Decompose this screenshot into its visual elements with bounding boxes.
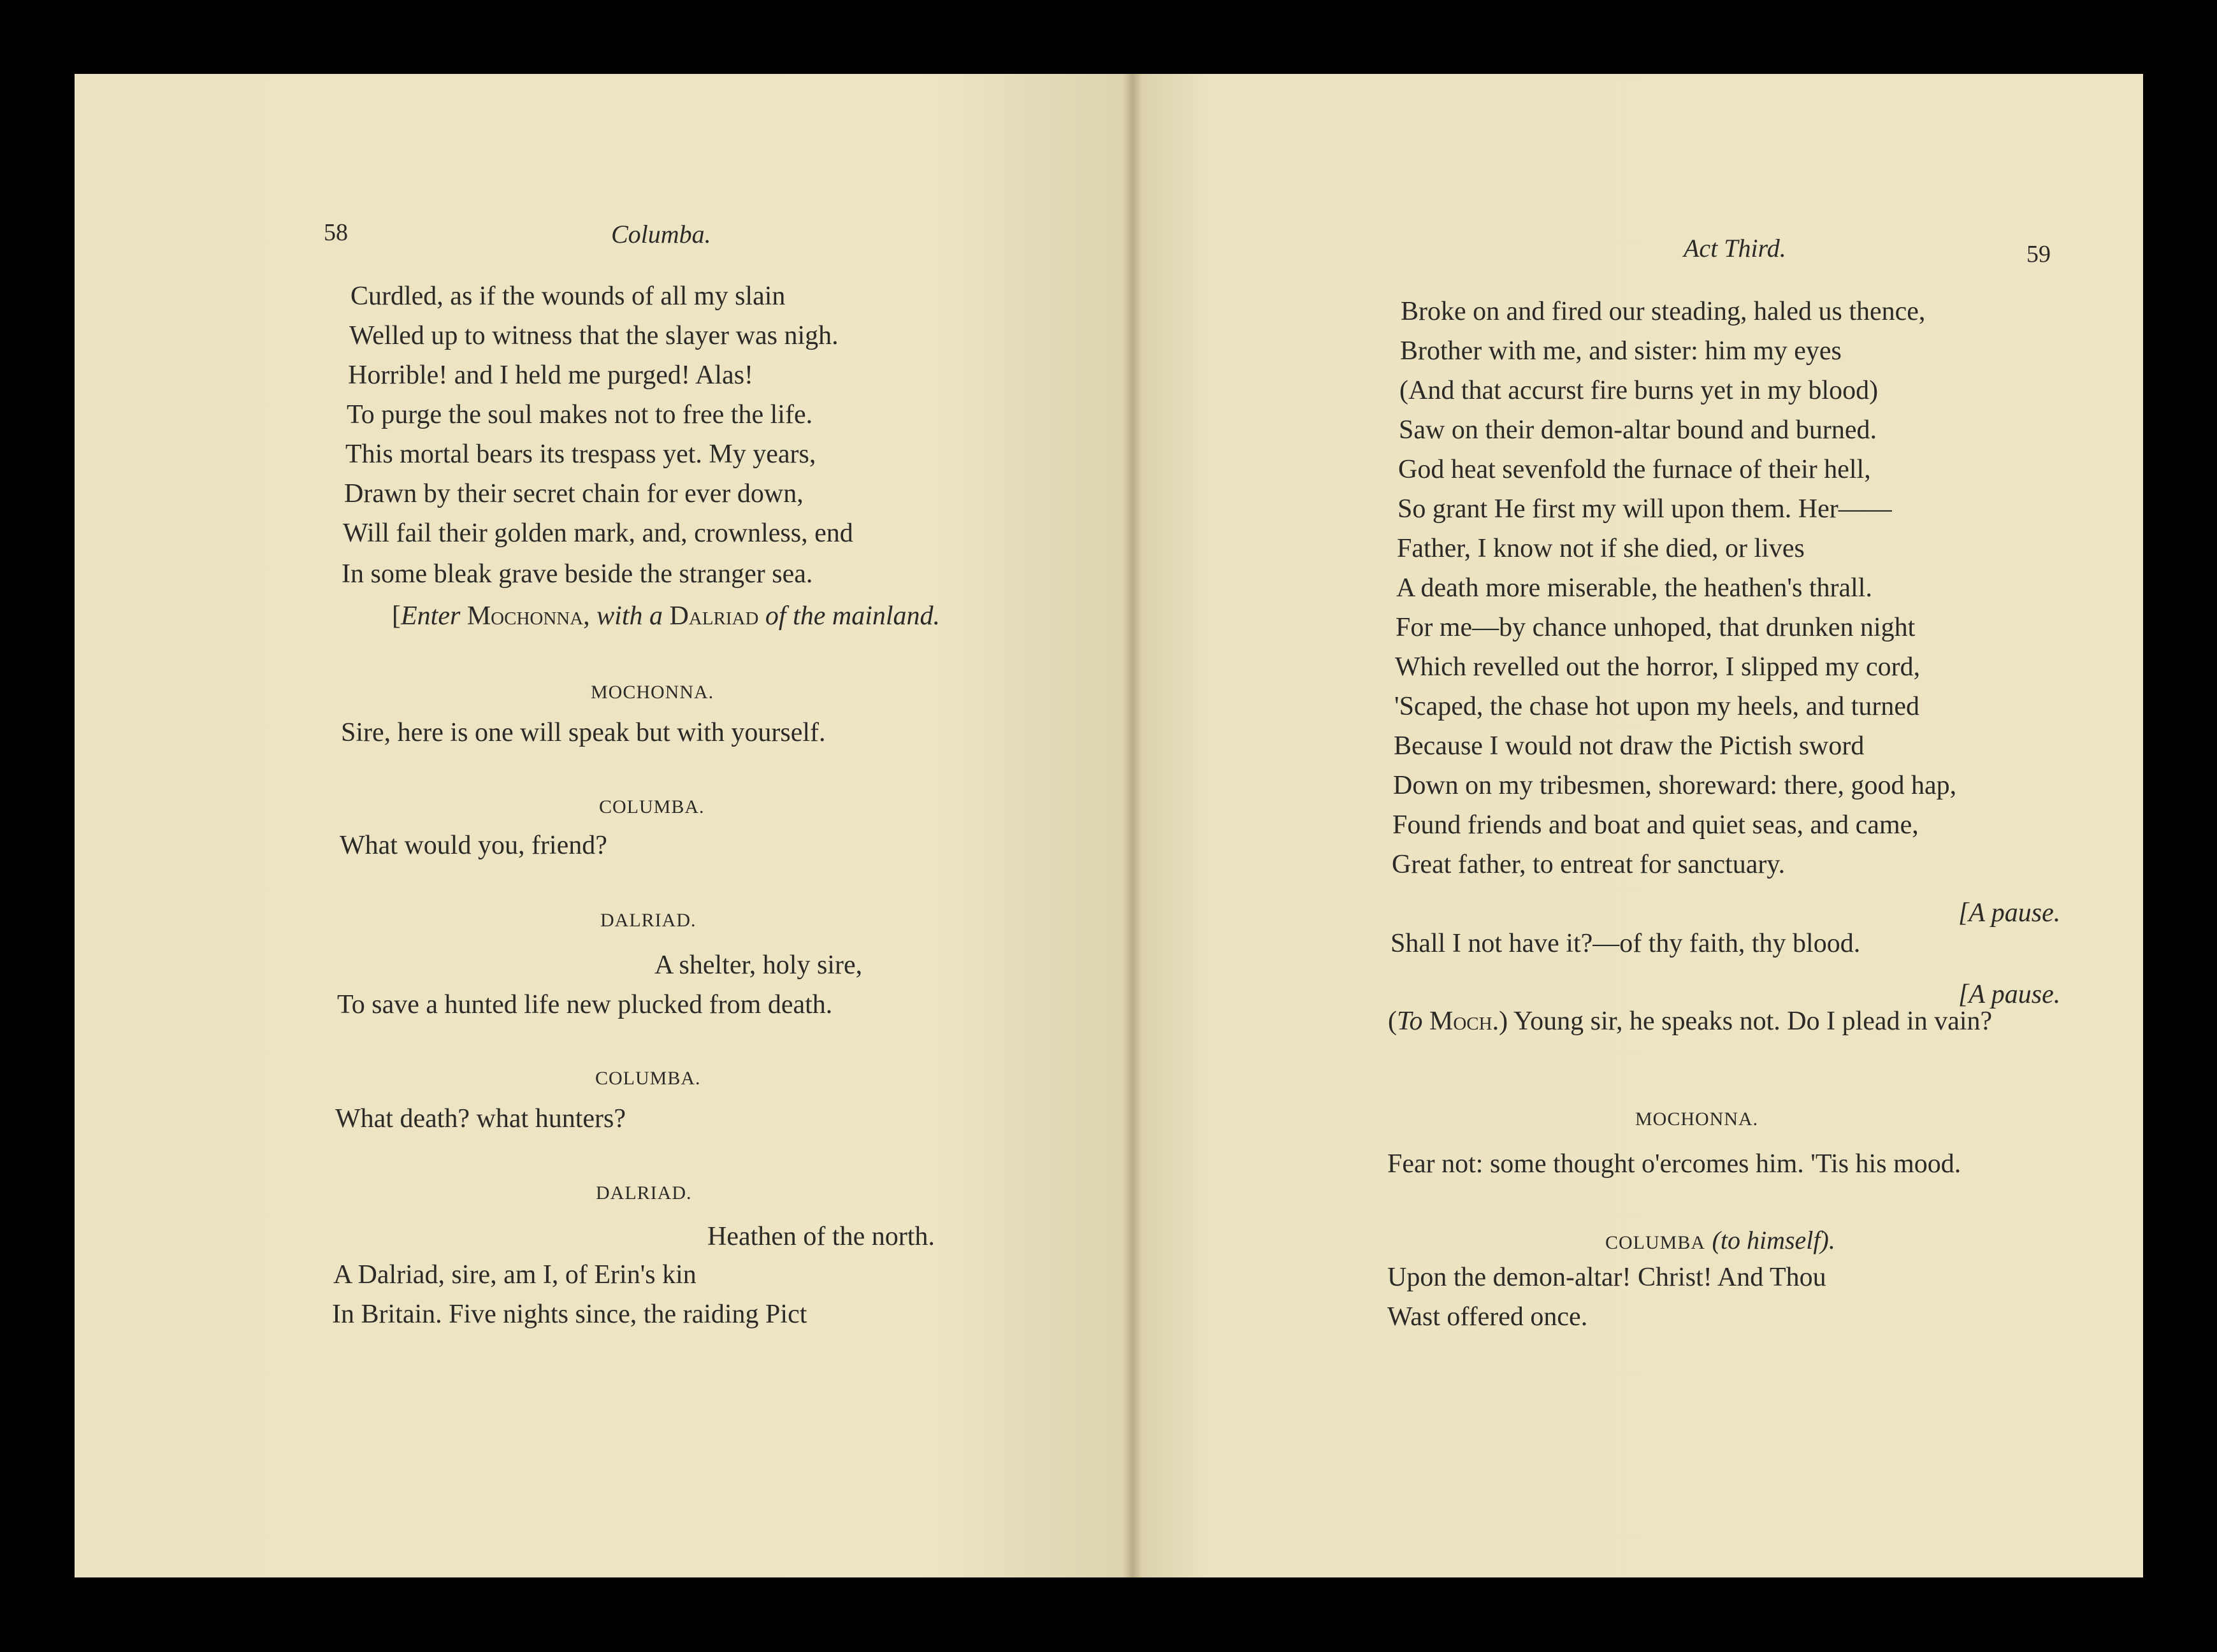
verse-line: Great father, to entreat for sanctuary. [1392,850,1786,879]
verse-line: God heat sevenfold the furnace of their hell, [1398,455,1871,484]
speaker-name: MOCHONNA. [591,682,714,703]
verse-line: Welled up to witness that the slayer was nigh. [349,321,839,350]
left-page [75,74,1132,1577]
verse-line: Drawn by their secret chain for ever down, [344,479,804,508]
verse-line: In some bleak grave beside the stranger sea. [342,559,813,589]
stage-direction: [A pause. [1958,898,2061,928]
verse-line: To purge the soul makes not to free the life. [347,400,813,429]
running-head: Columba. [611,220,711,248]
verse-line: Because I would not draw the Pictish sword [1394,731,1865,761]
dialogue-line: Fear not: some thought o'ercomes him. 'Tis his mood. [1387,1149,1961,1179]
stage-direction: [A pause. [1958,980,2061,1009]
verse-line: A death more miserable, the heathen's thrall. [1396,573,1872,603]
dialogue-line: In Britain. Five nights since, the raiding Pict [332,1300,807,1329]
dialogue-line: A Dalriad, sire, am I, of Erin's kin [333,1260,697,1289]
dialogue-line: Sire, here is one will speak but with yourself. [341,718,826,747]
page-number: 59 [2026,241,2051,268]
verse-line: Down on my tribesmen, shoreward: there, good hap, [1393,771,1957,800]
speaker-name: MOCHONNA. [1635,1109,1759,1130]
verse-line: So grant He first my will upon them. Her—— [1397,494,1892,524]
dialogue-line: What would you, friend? [340,831,607,860]
verse-line: Horrible! and I held me purged! Alas! [348,361,754,390]
speaker-name: COLUMBA. [595,1068,701,1089]
stage-direction: [Enter Mochonna, with a Dalriad of the mainland. [392,601,941,631]
book-spread [75,74,2143,1577]
dialogue-line: To save a hunted life new plucked from death. [337,990,833,1019]
speaker-name: COLUMBA (to himself). [1605,1226,1835,1254]
verse-line: For me—by chance unhoped, that drunken night [1396,613,1916,642]
verse-line: Saw on their demon-altar bound and burned. [1399,415,1877,445]
verse-line: 'Scaped, the chase hot upon my heels, and turned [1394,692,1920,721]
book-gutter [1123,74,1142,1577]
speaker-name: DALRIAD. [600,910,697,931]
verse-line: Brother with me, and sister: him my eyes [1400,336,1842,366]
dialogue-line: A shelter, holy sire, [654,951,863,980]
dialogue-line: What death? what hunters? [335,1104,626,1133]
verse-line: (And that accurst fire burns yet in my blood) [1399,376,1879,405]
verse-line: Father, I know not if she died, or lives [1397,534,1805,563]
verse-line: Which revelled out the horror, I slipped my cord, [1395,652,1921,682]
dialogue-line: Shall I not have it?—of thy faith, thy blood. [1390,929,1861,958]
right-page [1132,74,2143,1577]
dialogue-line: Upon the demon-altar! Christ! And Thou [1387,1263,1826,1292]
verse-line: Will fail their golden mark, and, crownless, end [343,519,853,548]
verse-line: Found friends and boat and quiet seas, and came, [1392,810,1919,840]
speaker-name: COLUMBA. [599,796,705,817]
running-head: Act Third. [1684,234,1786,262]
verse-line: Curdled, as if the wounds of all my slain [350,282,786,311]
page-number: 58 [324,219,348,246]
dialogue-line: Heathen of the north. [707,1222,935,1251]
verse-line: Broke on and fired our steading, haled us thence, [1401,297,1926,326]
dialogue-line: (To Moch.) Young sir, he speaks not. Do I plead in vain? [1388,1007,1993,1036]
dialogue-line: Wast offered once. [1387,1302,1588,1332]
speaker-name: DALRIAD. [596,1182,692,1203]
verse-line: This mortal bears its trespass yet. My years, [345,440,816,469]
